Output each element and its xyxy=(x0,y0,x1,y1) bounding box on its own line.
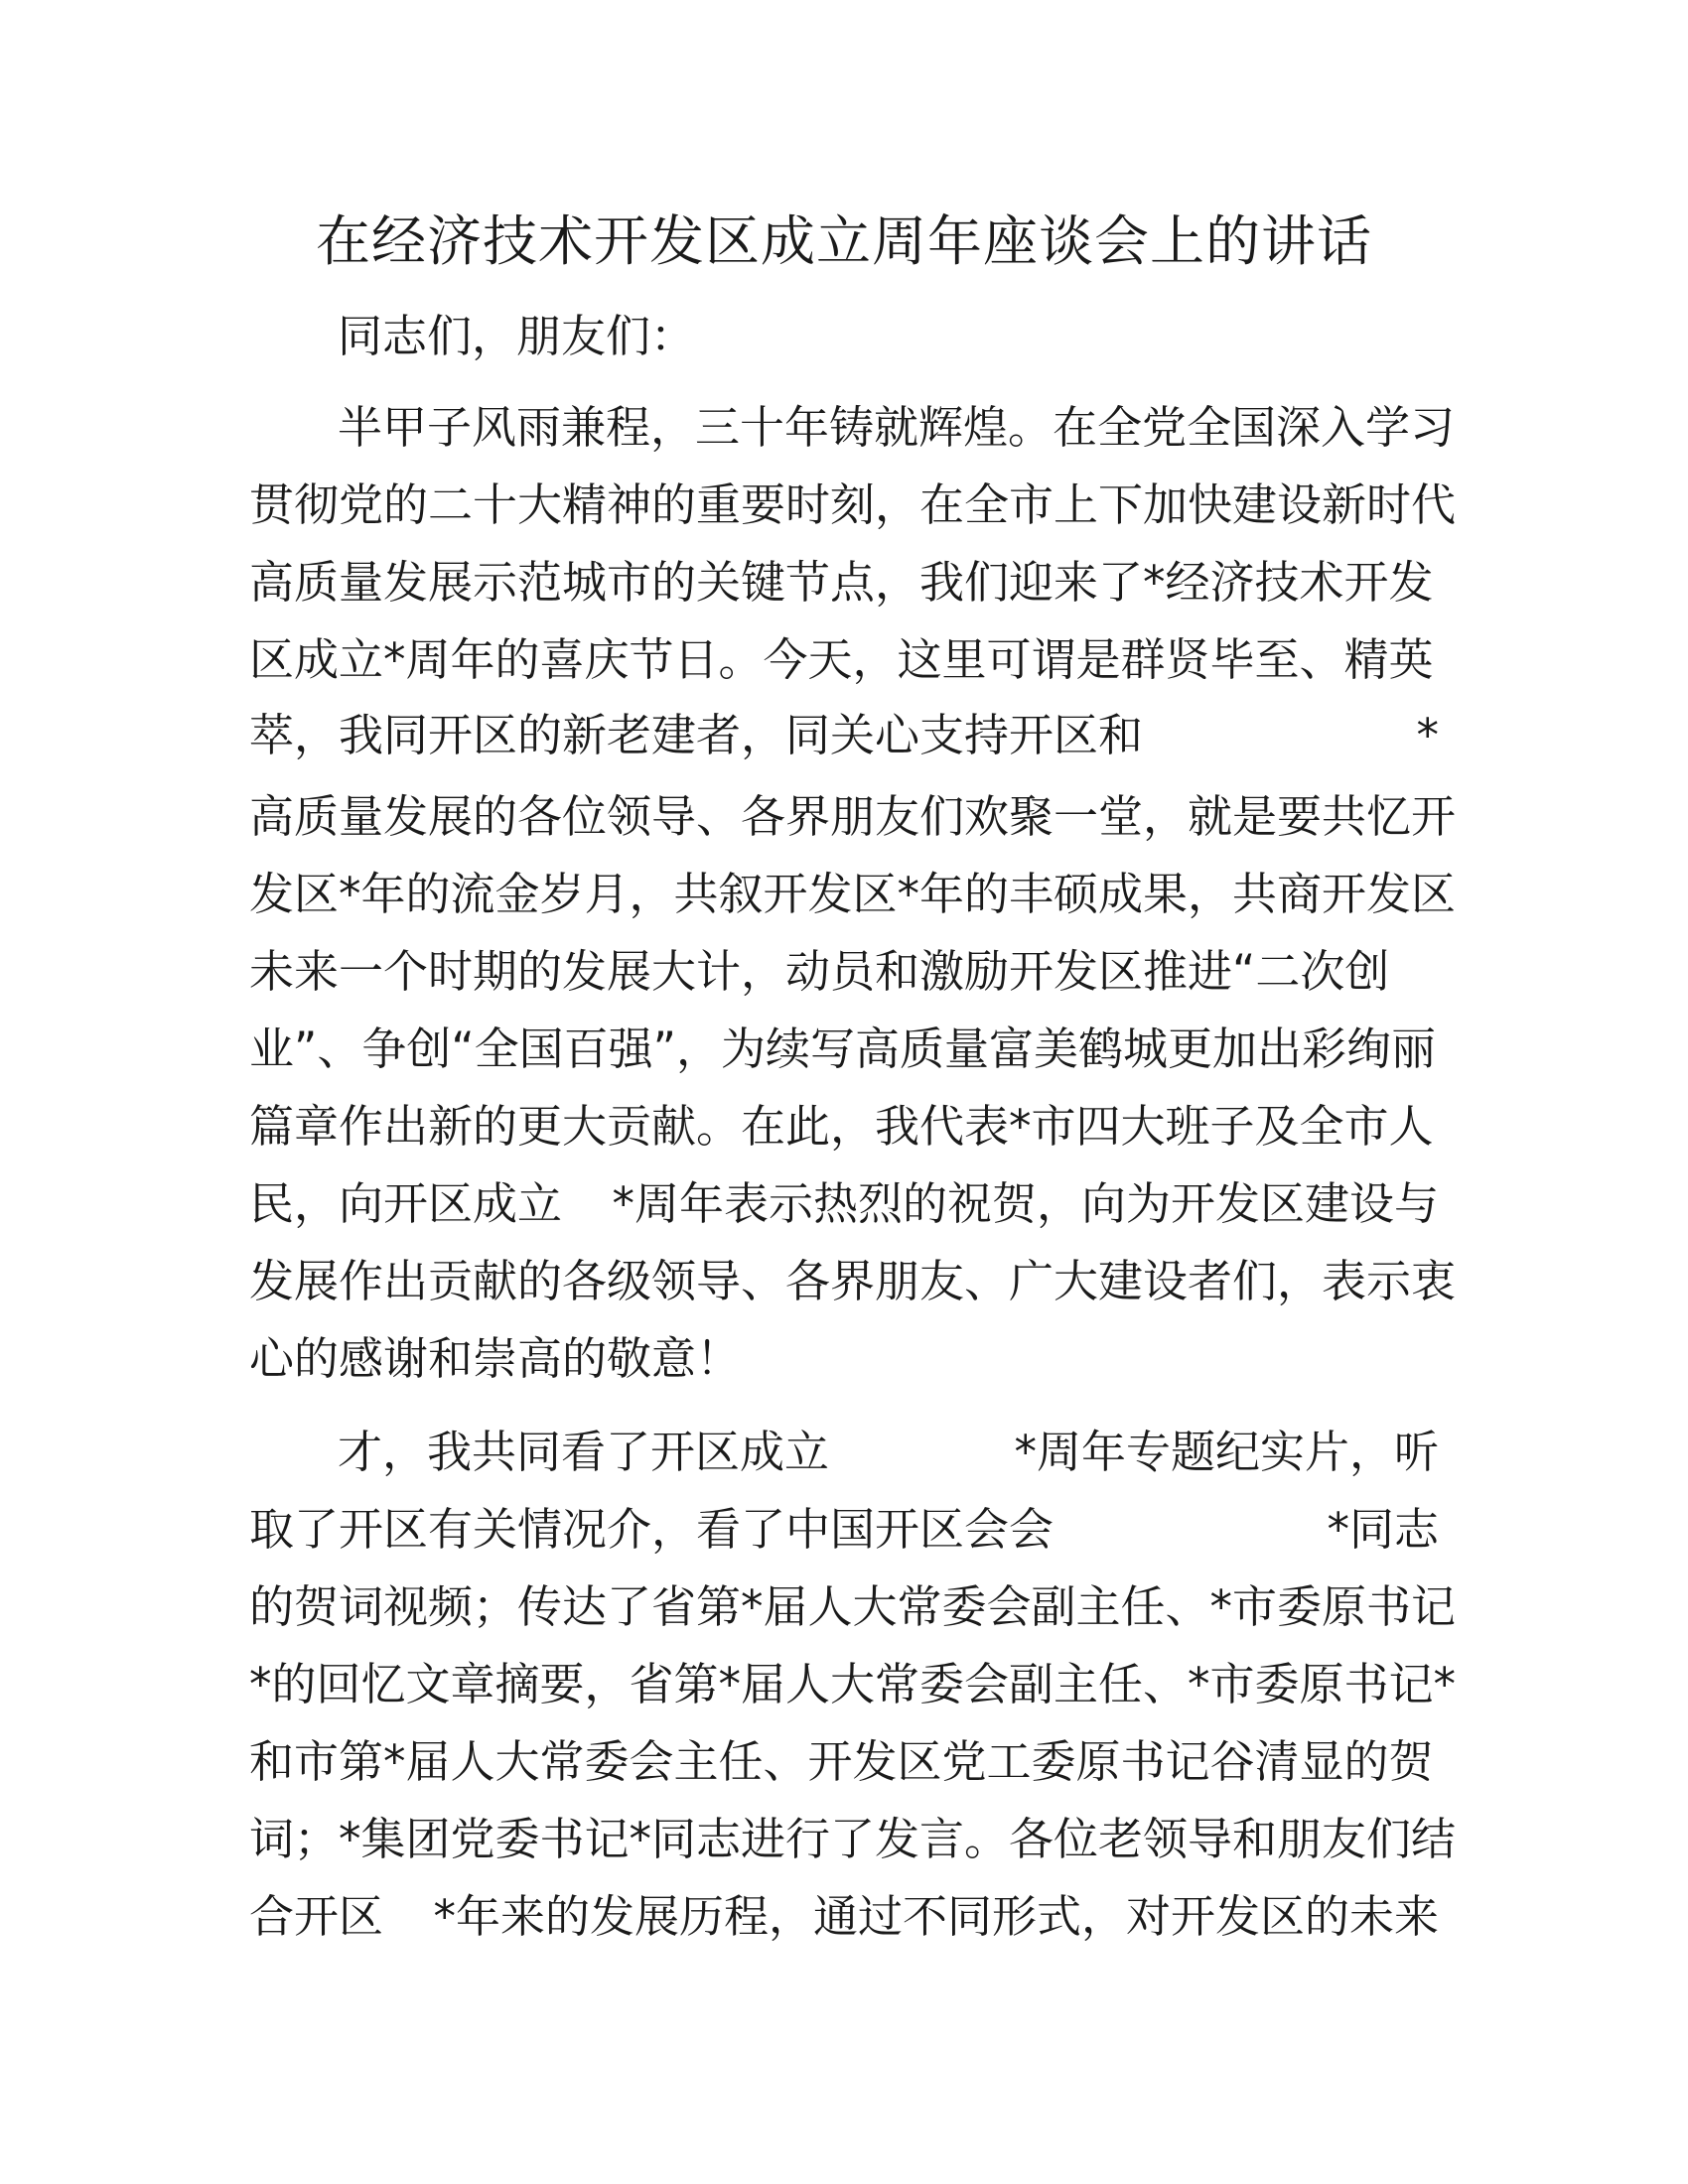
text-line: 半甲子风雨兼程，三十年铸就辉煌。在全党全国深入学习 xyxy=(338,401,1456,454)
text-line: 贯彻党的二十大精神的重要时刻，在全市上下加快建设新时代 xyxy=(249,478,1457,531)
paragraph-2-line-3 xyxy=(249,1569,1457,1646)
text-line-segment: 萃，我同开区的新老建者，同关心支持开区和 xyxy=(249,709,1144,761)
text-line-segment: *周年专题纪实片，听 xyxy=(1014,1426,1439,1478)
paragraph-2-line-1 xyxy=(338,1414,1439,1491)
text-line: 篇章作出新的更大贡献。在此，我代表*市四大班子及全市人 xyxy=(249,1100,1434,1153)
text-line-segment: *年来的发展历程，通过不同形式，对开发区的未来 xyxy=(433,1890,1439,1943)
text-line-segment: 民，向开区成立 xyxy=(249,1177,563,1230)
text-line: 心的感谢和崇高的敬意！ xyxy=(249,1332,742,1385)
paragraph-2-line-4 xyxy=(249,1646,1457,1723)
text-line: 发展作出贡献的各级领导、各界朋友、广大建设者们，表示衷 xyxy=(249,1255,1457,1307)
paragraph-1-line-2 xyxy=(249,467,1457,544)
paragraph-1-line-11 xyxy=(249,1165,1439,1243)
paragraph-1-line-6 xyxy=(249,778,1457,856)
paragraph-1-line-9 xyxy=(249,1011,1439,1088)
text-line-segment: 合开区 xyxy=(249,1890,384,1943)
text-line-segment: * xyxy=(1416,709,1439,761)
paragraph-2-line-5 xyxy=(249,1723,1439,1801)
paragraph-2-line-6 xyxy=(249,1801,1457,1878)
paragraph-1-line-10 xyxy=(249,1088,1439,1165)
salutation xyxy=(338,298,1439,375)
paragraph-1-line-8 xyxy=(249,933,1439,1011)
paragraph-1-line-7 xyxy=(249,856,1457,933)
document-title: 在经济技术开发区成立周年座谈会上的讲话 xyxy=(315,209,1372,273)
paragraph-1-line-12 xyxy=(249,1243,1457,1320)
paragraph-1-line-1 xyxy=(338,389,1456,467)
text-line: 未来一个时期的发展大计，动员和激励开发区推进“二次创 xyxy=(249,945,1390,998)
text-line: 高质量发展的各位领导、各界朋友们欢聚一堂，就是要共忆开 xyxy=(249,790,1457,843)
paragraph-1-line-13 xyxy=(249,1320,1439,1398)
text-line: 和市第*届人大常委会主任、开发区党工委原书记谷清显的贺 xyxy=(249,1735,1434,1788)
paragraph-1-line-4 xyxy=(249,621,1439,699)
text-line: 的贺词视频；传达了省第*届人大常委会副主任、*市委原书记 xyxy=(249,1580,1457,1633)
text-line: 发区*年的流金岁月，共叙开发区*年的丰硕成果，共商开发区 xyxy=(249,868,1457,920)
text-line-segment: 取了开区有关情况介，看了中国开区会会 xyxy=(249,1503,1055,1556)
text-line: 高质量发展示范城市的关键节点，我们迎来了*经济技术开发 xyxy=(249,556,1434,609)
text-line: *的回忆文章摘要，省第*届人大常委会副主任、*市委原书记* xyxy=(249,1658,1457,1710)
text-line: 区成立*周年的喜庆节日。今天，这里可谓是群贤毕至、精英 xyxy=(249,633,1434,686)
paragraph-2-line-2 xyxy=(249,1491,1439,1569)
paragraph-2-line-7 xyxy=(249,1878,1439,1956)
text-line-segment: 才，我共同看了开区成立 xyxy=(338,1426,830,1478)
paragraph-1-line-3 xyxy=(249,544,1439,621)
text-line: 业”、争创“全国百强”，为续写高质量富美鹤城更加出彩绚丽 xyxy=(249,1023,1436,1075)
paragraph-1-line-5 xyxy=(249,697,1439,774)
text-line-segment: *同志 xyxy=(1327,1503,1439,1556)
text-line: 词；*集团党委书记*同志进行了发言。各位老领导和朋友们结 xyxy=(249,1813,1457,1865)
text-line-segment: *周年表示热烈的祝贺，向为开发区建设与 xyxy=(612,1177,1439,1230)
salutation-text: 同志们，朋友们： xyxy=(338,310,696,362)
